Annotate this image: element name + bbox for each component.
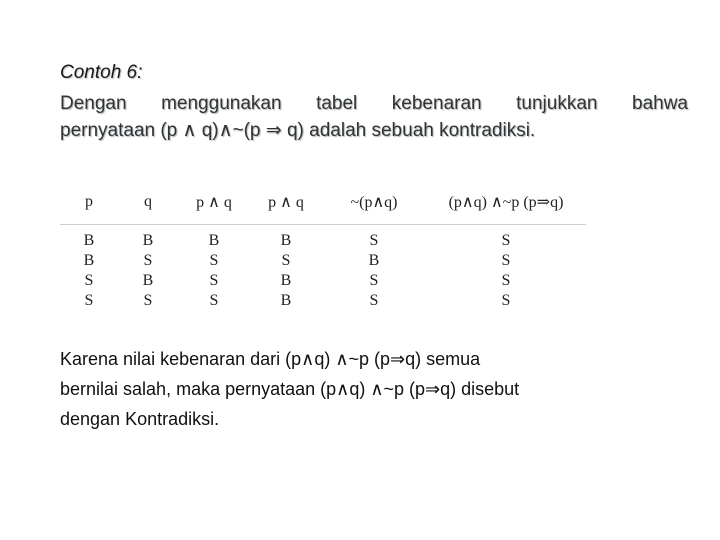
- cell: S: [501, 292, 511, 309]
- column-p-and-q-2: [250, 225, 322, 327]
- header-p-and-q: p ∧ q: [178, 180, 250, 225]
- cell: S: [369, 272, 379, 289]
- cell: B: [142, 232, 154, 249]
- statement-word: tabel: [316, 93, 358, 114]
- column-not-p-and-q: [322, 225, 426, 327]
- cell: S: [84, 292, 94, 309]
- conclusion-paragraph: [60, 344, 680, 434]
- column-p: [60, 225, 118, 327]
- cell: S: [501, 252, 511, 269]
- problem-statement: [60, 90, 688, 144]
- cell: B: [280, 292, 292, 309]
- cell: S: [501, 272, 511, 289]
- cell: S: [84, 272, 94, 289]
- cell: B: [83, 232, 95, 249]
- truth-table: [60, 180, 586, 326]
- table-header-row: [60, 180, 586, 225]
- cell: S: [209, 252, 219, 269]
- statement-word: menggunakan: [161, 93, 282, 114]
- statement-word: kebenaran: [391, 93, 482, 114]
- cell: B: [83, 252, 95, 269]
- cell: S: [369, 232, 379, 249]
- cell: B: [208, 232, 220, 249]
- cell: S: [501, 232, 511, 249]
- header-q: q: [118, 180, 178, 225]
- statement-line-1: [60, 90, 688, 117]
- heading-block: [60, 60, 688, 144]
- header-compound: (p∧q) ∧~p (p⇒q): [426, 180, 586, 225]
- conclusion-line-2: bernilai salah, maka pernyataan (p∧q) ∧~p (p⇒q) disebut: [60, 379, 520, 399]
- cell: B: [142, 272, 154, 289]
- statement-word: bahwa: [632, 93, 688, 114]
- cell: S: [369, 292, 379, 309]
- conclusion-line-1: Karena nilai kebenaran dari (p∧q) ∧~p (p⇒q) semua: [60, 349, 481, 369]
- cell: S: [143, 252, 153, 269]
- header-not-p-and-q: ~(p∧q): [322, 180, 426, 225]
- conclusion-line-3: dengan Kontradiksi.: [60, 409, 220, 429]
- cell: S: [143, 292, 153, 309]
- cell: S: [209, 292, 219, 309]
- cell: B: [280, 272, 292, 289]
- cell: B: [368, 252, 380, 269]
- cell: B: [280, 232, 292, 249]
- table-row: [60, 225, 586, 327]
- cell: S: [209, 272, 219, 289]
- column-p-and-q: [178, 225, 250, 327]
- statement-line-2: pernyataan (p ∧ q)∧~(p ⇒ q) adalah sebuah kontradiksi.: [60, 120, 536, 141]
- statement-word: tunjukkan: [516, 93, 598, 114]
- example-label: Contoh 6:: [60, 62, 143, 83]
- column-compound: [426, 225, 586, 327]
- statement-word: Dengan: [60, 93, 127, 114]
- header-p: p: [60, 180, 118, 225]
- column-q: [118, 225, 178, 327]
- header-p-and-q-2: p ∧ q: [250, 180, 322, 225]
- cell: S: [281, 252, 291, 269]
